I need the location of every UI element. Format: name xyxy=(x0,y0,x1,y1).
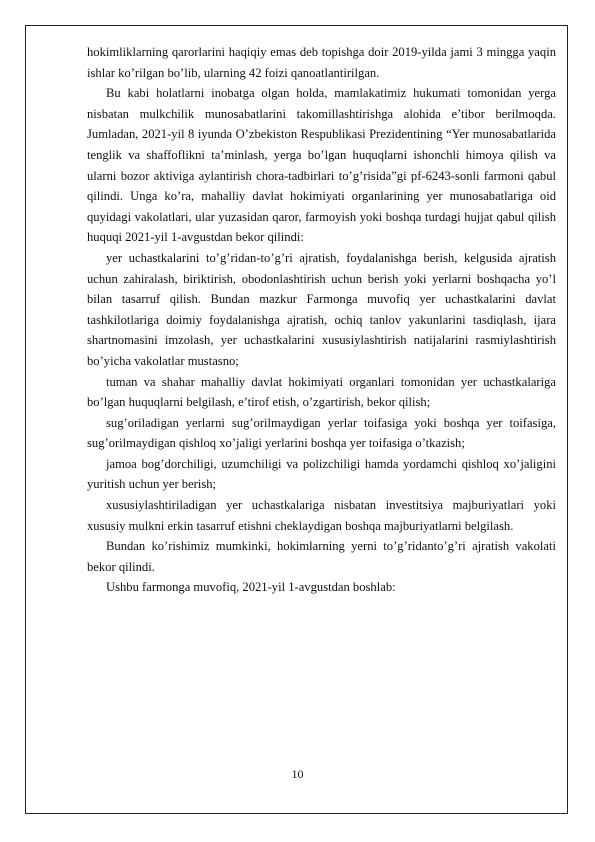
paragraph-9: Ushbu farmonga muvofiq, 2021-yil 1-avgustdan boshlab: xyxy=(106,580,396,595)
paragraph-6: jamoa bog’dorchiligi, uzumchiligi va polizchiligi hamda yordamchi qishloq xo’jaligini yuritish uchun yer berish; xyxy=(87,456,556,492)
paragraph-7: xususiylashtiriladigan yer uchastkalariga nisbatan investitsiya majburiyatlari yoki xususiy mulkni erkin tasarruf etishni cheklaydigan boshqa majburiyatlarni belgilash. xyxy=(87,498,556,533)
paragraph-2: Bu kabi holatlarni inobatga olgan holda, mamlakatimiz hukumati tomonidan yerga nisbatan mulkchilik munosabatlarini takomillashtirishga alohida e’tibor berilmoqda. Jumladan, 2021-yil 8 iyunda O’zbekiston Respublikasi Prezidentining “Yer munosabatlarida tenglik va shaffoflikni ta’minlash, yerga bo’lgan huquqlarni ishonchli himoya qilish va ularni bozor aktiviga aylantirish chora-tadbirlari to’g’risida”gi pf-6243-sonli farmoni qabul qilindi. Unga ko’ra, mahalliy davlat hokimiyati organlarining yer munosabatlariga oid quyidagi vakolatlari, ular yuzasidan qaror, farmoyish yoki boshqa turdagi hujjat qabul qilish huquqi 2021-yil 1-avgustdan bekor qilindi: xyxy=(87,86,556,245)
document-body xyxy=(87,42,556,598)
paragraph-3: yer uchastkalarini to’g’ridan-to’g’ri ajratish, foydalanishga berish, kelgusida ajratish uchun zahiralash, biriktirish, obodonlashtirish uchun berish yoki yerlarni boshqacha yo’l bilan tasarruf qilish. Bundan mazkur Farmonga muvofiq yer uchastkalarini davlat tashkilotlariga doimiy foydalanishga ajratish, ochiq tanlov yakunlarini tasdiqlash, ijara shartnomasini imzolash, yer uchastkalarini xususiylashtirish natijalarini rasmiylashtirish bo’yicha vakolatlar mustasno; xyxy=(87,250,556,368)
paragraph-1: hokimliklarning qarorlarini haqiqiy emas deb topishga doir 2019-yilda jami 3 mingga yaqin ishlar ko’rilgan bo’lib, ularning 42 foizi qanoatlantirilgan. xyxy=(87,45,556,80)
paragraph-5: sug’oriladigan yerlarni sug’orilmaydigan yerlar toifasiga yoki boshqa yer toifasiga, sug’orilmaydigan qishloq xo’jaligi yerlarini boshqa yer toifasiga o’tkazish; xyxy=(87,415,556,451)
paragraph-4: tuman va shahar mahalliy davlat hokimiyati organlari tomonidan yer uchastkalariga bo’lgan huquqlarni belgilash, e’tirof etish, o’zgartirish, bekor qilish; xyxy=(87,374,556,410)
paragraph-8: Bundan ko’rishimiz mumkinki, hokimlarning yerni to’g’ridanto’g’ri ajratish vakolati bekor qilindi. xyxy=(87,539,556,574)
page-number: 10 xyxy=(291,767,304,781)
